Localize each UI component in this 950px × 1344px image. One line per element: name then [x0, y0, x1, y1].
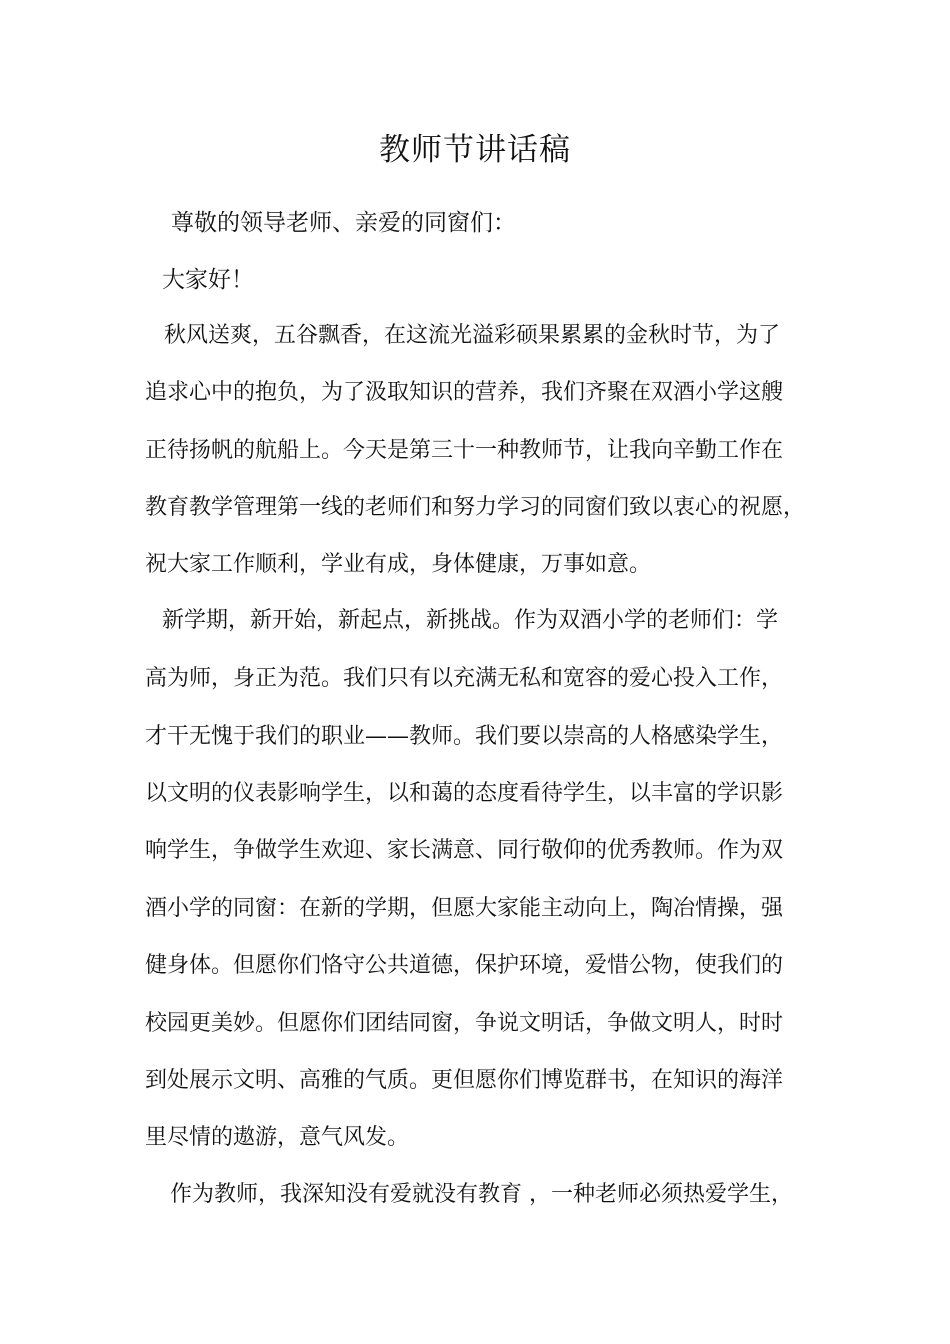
body-line: 酒小学的同窗：在新的学期，但愿大家能主动向上，陶冶情操，强 [145, 896, 784, 921]
body-line: 新学期，新开始，新起点，新挑战。作为双酒小学的老师们：学 [162, 608, 779, 633]
body-line: 校园更美妙。但愿你们团结同窗，争说文明话，争做文明人，时时 [145, 1011, 784, 1036]
greeting-line: 大家好！ [162, 267, 254, 293]
body-line: 到处展示文明、高雅的气质。更但愿你们博览群书，在知识的海洋 [145, 1068, 784, 1093]
body-line: 以文明的仪表影响学生，以和蔼的态度看待学生，以丰富的学识影 [145, 781, 784, 806]
body-line: 秋风送爽，五谷飘香，在这流光溢彩硕果累累的金秋时节，为了 [164, 323, 781, 348]
body-line: 教育教学管理第一线的老师们和努力学习的同窗们致以衷心的祝愿， [145, 495, 806, 520]
body-line: 追求心中的抱负，为了汲取知识的营养，我们齐聚在双酒小学这艘 [145, 380, 784, 405]
body-line: 作为教师，我深知没有爱就没有教育 ，一种老师必须热爱学生， [170, 1182, 793, 1207]
document-title: 教师节讲话稿 [379, 132, 571, 168]
body-line: 正待扬帆的航船上。今天是第三十一种教师节，让我向辛勤工作在 [145, 438, 784, 463]
body-line: 祝大家工作顺利，学业有成，身体健康，万事如意。 [145, 552, 652, 577]
salutation-line: 尊敬的领导老师、亲爱的同窗们： [171, 210, 516, 236]
body-line: 响学生，争做学生欢迎、家长满意、同行敬仰的优秀教师。作为双 [145, 838, 784, 863]
body-line: 高为师，身正为范。我们只有以充满无私和宽容的爱心投入工作， [145, 666, 784, 691]
body-line: 才干无愧于我们的职业——教师。我们要以崇高的人格感染学生， [145, 724, 784, 749]
body-line: 健身体。但愿你们恪守公共道德，保护环境，爱惜公物，使我们的 [145, 953, 784, 978]
body-line: 里尽情的遨游，意气风发。 [145, 1125, 410, 1150]
